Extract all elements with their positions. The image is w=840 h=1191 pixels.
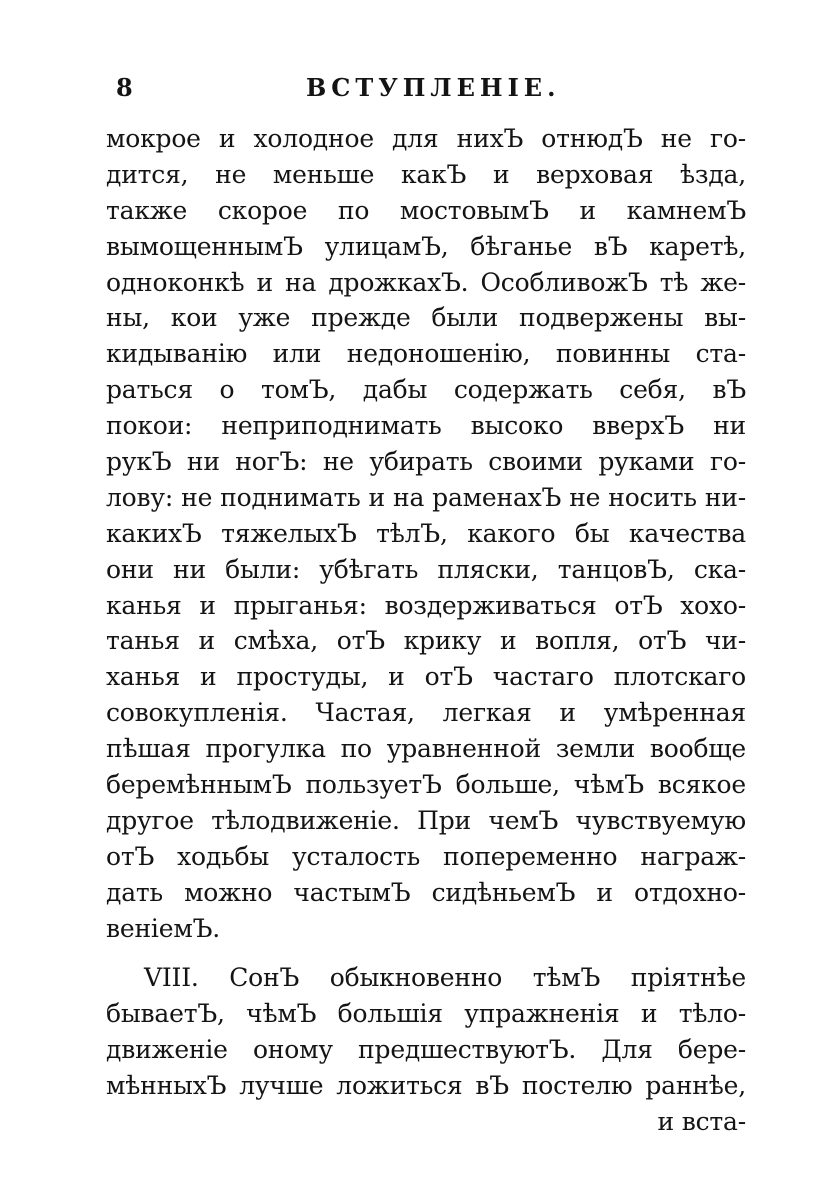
text-line: бываетЪ, чѣмЪ большія упражненія и тѣло- (106, 999, 746, 1029)
body-text (106, 121, 746, 1140)
text-line-last: веніемЪ. (106, 913, 220, 943)
catchword: и вста- (657, 1107, 746, 1137)
text-line: одноконкѣ и на дрожкахЪ. ОсобливожЪ тѣ же- (106, 267, 746, 297)
text-line: ханья и простуды, и отЪ частаго плотскаго (106, 662, 746, 692)
text-line: также скорое по мостовымЪ и камнемЪ (106, 195, 746, 225)
text-line: другое тѣлодвиженіе. При чемЪ чувствуемую (106, 805, 746, 835)
text-line: мѣнныхЪ лучше ложиться вЪ постелю раннѣе, (106, 1071, 746, 1101)
text-line: движеніе оному предшествуютЪ. Для бере- (106, 1035, 746, 1065)
text-line-section-start: VIII. СонЪ обыкновенно тѣмЪ пріятнѣе (144, 963, 746, 993)
text-line: лову: не поднимать и на раменахЪ не носить ни- (106, 482, 746, 512)
text-line: отЪ ходьбы усталость попеременно награж- (106, 841, 746, 871)
page-header (108, 74, 748, 104)
text-line: дать можно частымЪ сидѣньемЪ и отдохно- (106, 877, 746, 907)
text-line: раться о томЪ, дабы содержать себя, вЪ (106, 375, 746, 405)
paragraph-gap (106, 946, 746, 960)
text-line: беремѣннымЪ пользуетЪ больше, чѣмЪ всякое (106, 770, 746, 800)
running-title: ВСТУПЛЕНІЕ. (306, 73, 561, 102)
text-line: рукЪ ни ногЪ: не убирать своими руками го- (106, 447, 746, 477)
text-line: дится, не меньше какЪ и верховая ѣзда, (106, 159, 746, 189)
page-number: 8 (116, 73, 133, 102)
text-line: они ни были: убѣгать пляски, танцовЪ, ска- (106, 554, 746, 584)
text-line: ны, кои уже прежде были подвержены вы- (106, 303, 746, 333)
text-line: танья и смѣха, отЪ крику и вопля, отЪ чи- (106, 626, 746, 656)
text-line: покои: неприподнимать высоко вверхЪ ни (106, 411, 746, 441)
text-line: канья и прыганья: воздерживаться отЪ хохо- (106, 590, 746, 620)
text-line: вымощеннымЪ улицамЪ, бѣганье вЪ каретѣ, (106, 231, 746, 261)
text-line: какихЪ тяжелыхЪ тѣлЪ, какого бы качества (106, 518, 746, 548)
text-line: совокупленія. Частая, легкая и умѣренная (106, 698, 746, 728)
text-line: пѣшая прогулка по уравненной земли вообще (106, 734, 746, 764)
text-line: кидыванію или недоношенію, повинны ста- (106, 339, 746, 369)
text-line: мокрое и холодное для нихЪ отнюдЪ не го- (106, 124, 746, 153)
